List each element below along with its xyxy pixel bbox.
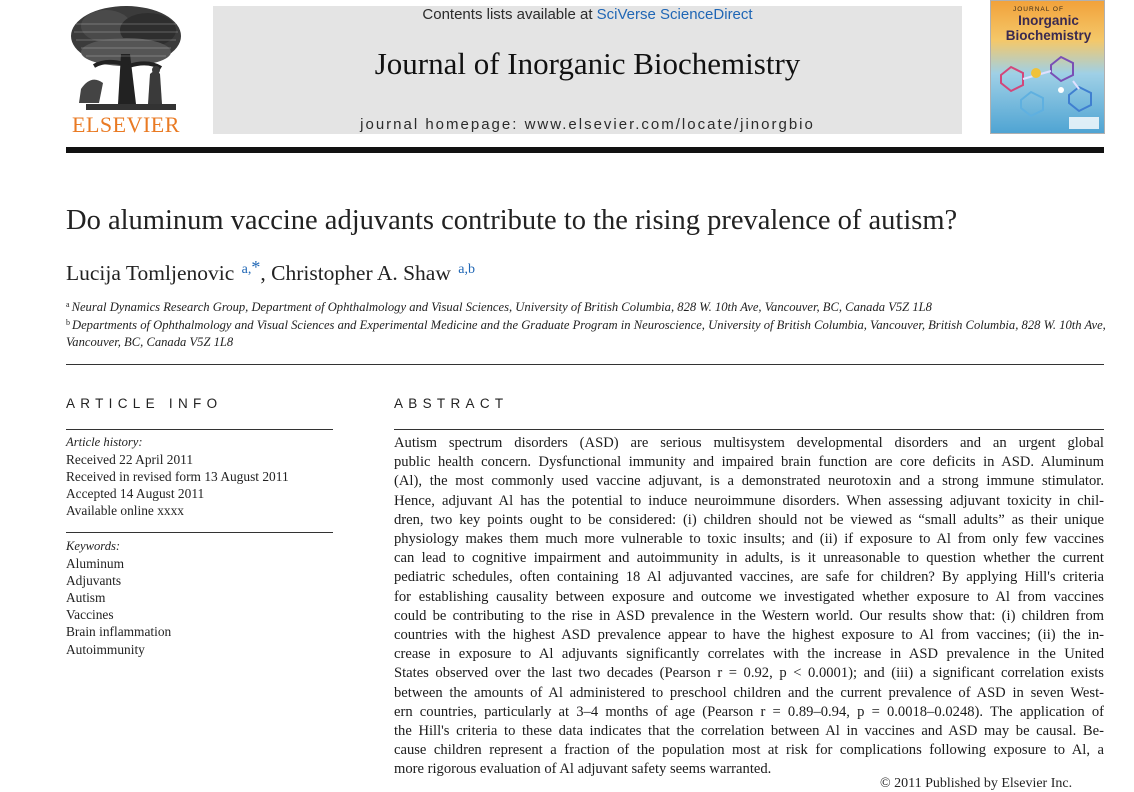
molecule-icon <box>991 45 1105 134</box>
affiliation-text: Departments of Ophthalmology and Visual Sciences and Experimental Medicine and the Graduate Program in Neuroscience, University of British Columbia, Vancouver, British Columbia, 828 W. 10th Ave, Vancouver, BC, Canada V5Z 1L8 <box>66 318 1106 349</box>
cover-title: Inorganic Biochemistry <box>1005 13 1092 43</box>
copyright-notice: © 2011 Published by Elsevier Inc. <box>880 776 1073 791</box>
keywords <box>66 538 333 658</box>
keyword: Vaccines <box>66 607 114 623</box>
abstract-line: dren, two key points ought to be considered: (i) children should not be viewed as “small adults” as their unique <box>394 511 1104 528</box>
contents-prefix: Contents lists available at <box>422 6 597 23</box>
author-affiliation-link[interactable] <box>241 257 261 277</box>
abstract-line: Hence, adjuvant Al has the potential to induce neuroimmune disorders. When assessing adjuvant toxicity in chil- <box>394 492 1104 509</box>
history-item: Received 22 April 2011 <box>66 452 194 468</box>
journal-banner <box>213 6 962 134</box>
abstract-line: crease in exposure to Al adjuvants significantly correlates with the increase in ASD prevalence in the United <box>394 646 1104 663</box>
history-item: Accepted 14 August 2011 <box>66 486 205 502</box>
abstract-line: States observed over the last two decades (Pearson r = 0.92, p < 0.0001); and (iii) a significant correlation exists <box>394 665 1104 682</box>
abstract-body <box>394 434 1104 780</box>
journal-title: Journal of Inorganic Biochemistry <box>374 46 801 81</box>
abstract-line: for establishing causality between exposure and outcome we investigated whether exposure to Al from vaccines <box>394 588 1104 605</box>
abstract-line: more rigorous evaluation of Al adjuvant safety seems warranted. <box>394 761 772 778</box>
abstract-line: cause children represent a fraction of the population most at risk for complications following exposure to Al, a <box>394 742 1104 759</box>
abstract-line: ern countries, particularly at 3–4 months of age (Pearson r = 0.89–0.94, p = 0.0018–0.0248). The application of <box>394 703 1104 720</box>
info-divider <box>66 532 333 533</box>
affiliation-label: b <box>66 318 70 327</box>
author-affiliation-link[interactable]: a,b <box>458 262 475 277</box>
keyword: Aluminum <box>66 556 125 572</box>
keyword: Autism <box>66 590 106 606</box>
info-divider <box>66 429 333 430</box>
affiliation-a <box>66 296 1106 316</box>
affiliation-label: a <box>66 300 70 309</box>
history-label: Article history: <box>66 435 143 449</box>
abstract-heading: ABSTRACT <box>394 396 509 411</box>
keyword: Adjuvants <box>66 573 122 589</box>
section-divider <box>66 364 1104 365</box>
cover-small-text: JOURNAL OF <box>1013 6 1064 13</box>
journal-cover-image <box>990 0 1105 134</box>
article-title: Do aluminum vaccine adjuvants contribute to the rising prevalence of autism? <box>66 205 958 236</box>
tree-icon <box>66 4 186 112</box>
author-name[interactable]: Christopher A. Shaw <box>271 261 451 285</box>
affiliation-text: Neural Dynamics Research Group, Department of Ophthalmology and Visual Sciences, University of British Columbia, 828 W. 10th Ave, Vancouver, BC, Canada V5Z 1L8 <box>71 300 932 314</box>
abstract-line: the Hill's criteria to these data indicates that the correlation between Al in vaccines and ASD may be causal. Be- <box>394 723 1104 740</box>
article-history <box>66 434 333 519</box>
abstract-divider <box>394 429 1104 430</box>
history-item: Received in revised form 13 August 2011 <box>66 469 289 485</box>
abstract-line: countries with the highest ASD prevalence appear to have the highest exposure to Al from vaccines; (ii) the in- <box>394 627 1104 644</box>
keyword: Brain inflammation <box>66 624 172 640</box>
author-separator: , <box>260 261 272 285</box>
author-list <box>66 257 475 286</box>
abstract-line: (Al), the most commonly used vaccine adjuvant, is a demonstrated neurotoxin and a strong immune stimulator. <box>394 473 1104 490</box>
keyword: Autoimmunity <box>66 641 145 657</box>
sciencedirect-link[interactable]: SciVerse ScienceDirect <box>596 6 753 23</box>
article-info-heading: ARTICLE INFO <box>66 396 223 411</box>
publisher-name: ELSEVIER <box>72 112 180 137</box>
abstract-line: physiology makes them much more vulnerable to toxic insults; and (ii) if exposure to Al from only few vaccines <box>394 531 1104 548</box>
corresponding-author-marker[interactable]: * <box>251 257 261 277</box>
author-name[interactable]: Lucija Tomljenovic <box>66 261 235 285</box>
affiliation-b <box>66 314 1106 351</box>
abstract-line: between the amounts of Al administered to preschool children and the current prevalence of ASD in seven West- <box>394 684 1104 701</box>
header-rule <box>66 147 1104 153</box>
affiliation-marker[interactable]: a, <box>241 262 252 277</box>
abstract-line: public health concern. Dysfunctional immunity and impaired brain function are core deficits in ASD. Aluminum <box>394 454 1104 471</box>
history-item: Available online xxxx <box>66 503 185 519</box>
contents-line <box>213 6 962 23</box>
journal-homepage[interactable]: journal homepage: www.elsevier.com/locate/jinorgbio <box>360 116 815 133</box>
abstract-line: pediatric schedules, often containing 18 Al adjuvanted vaccines, are safe for children? By applying Hill's criteria <box>394 569 1104 586</box>
abstract-line: could be contributing to the rise in ASD prevalence in the Western world. Our results show that: (i) children from <box>394 607 1104 624</box>
abstract-line: can lead to cognitive impairment and autoimmunity in adults, is it unreasonable to question whether the current <box>394 550 1104 567</box>
keywords-label: Keywords: <box>66 539 121 553</box>
abstract-line: Autism spectrum disorders (ASD) are serious multisystem developmental disorders and an urgent global <box>394 435 1104 451</box>
